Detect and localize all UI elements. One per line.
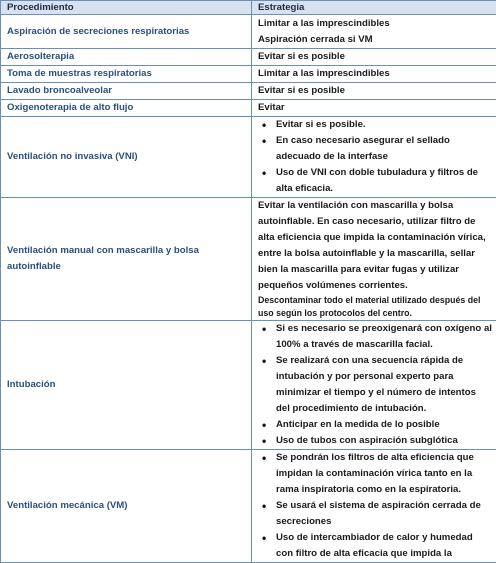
strategy-cell: Limitar a las imprescindibles — [252, 66, 496, 83]
table-row — [1, 100, 496, 117]
bullet-list — [258, 450, 496, 562]
table-row — [1, 117, 496, 198]
strategy-cell: Evitar — [252, 100, 496, 117]
strategy-line: Aspiración cerrada si VM — [258, 32, 496, 48]
procedure-cell: Ventilación no invasiva (VNI) — [1, 117, 252, 198]
table-row — [1, 198, 496, 321]
procedure-cell: Oxigenoterapia de alto flujo — [1, 100, 252, 117]
header-row — [1, 1, 496, 15]
strategy-cell — [252, 15, 496, 49]
strategy-cell — [252, 117, 496, 198]
table-row — [1, 15, 496, 49]
strategy-cell: Evitar si es posible — [252, 83, 496, 100]
strategy-paragraph: Evitar la ventilación con mascarilla y bolsa autoinflable. En caso necesario, utilizar filtro de alta eficiencia que impida la contaminación vírica, entre la bolsa autoinflable y la mascarilla, sellar bien la mascarilla para evitar fugas y utilizar pequeños volúmenes corrientes. — [258, 198, 496, 294]
list-item: • Uso de intercambiador de calor y humedad con filtro de alta eficacia que impida la — [258, 530, 492, 562]
procedure-cell: Aerosolterapia — [1, 49, 252, 66]
table-row — [1, 321, 496, 450]
bullet-list — [258, 117, 496, 197]
list-item: • Si es necesario se preoxigenará con oxígeno al 100% a través de mascarilla facial. — [258, 321, 492, 353]
table-row — [1, 83, 496, 100]
list-item: • Se usará el sistema de aspiración cerrada de secreciones — [258, 498, 492, 530]
procedure-cell: Lavado broncoalveolar — [1, 83, 252, 100]
table-row — [1, 66, 496, 83]
column-header-procedimiento: Procedimiento — [1, 1, 252, 15]
strategy-cell — [252, 198, 496, 321]
strategy-note: Descontaminar todo el material utilizado después del uso según los protocolos del centro. — [258, 294, 496, 320]
list-item: • Uso de VNI con doble tubuladura y filtros de alta eficacia. — [258, 165, 492, 197]
table-row — [1, 450, 496, 563]
procedure-cell: Ventilación manual con mascarilla y bolsa autoinflable — [1, 198, 252, 321]
column-header-estrategia: Estrategia — [252, 1, 496, 15]
strategy-cell — [252, 450, 496, 563]
strategy-line: Limitar a las imprescindibles — [258, 16, 496, 32]
list-item: • Se realizará con una secuencia rápida de intubación y por personal experto para minimizar el tiempo y el número de intentos del procedimiento de intubación. — [258, 353, 492, 417]
list-item: • En caso necesario asegurar el sellado adecuado de la interfase — [258, 133, 492, 165]
procedure-cell: Aspiración de secreciones respiratorias — [1, 15, 252, 49]
list-item: • Evitar si es posible. — [258, 117, 492, 133]
table-row — [1, 49, 496, 66]
strategy-cell — [252, 321, 496, 450]
list-item: • Anticipar en la medida de lo posible — [258, 417, 492, 433]
procedure-cell: Toma de muestras respiratorias — [1, 66, 252, 83]
strategy-cell: Evitar si es posible — [252, 49, 496, 66]
list-item: • Uso de tubos con aspiración subglótica — [258, 433, 492, 449]
procedure-cell: Ventilación mecánica (VM) — [1, 450, 252, 563]
list-item: • Se pondrán los filtros de alta eficiencia que impidan la contaminación vírica tanto en la rama inspiratoria como en la espiratoria. — [258, 450, 492, 498]
procedure-cell: Intubación — [1, 321, 252, 450]
bullet-list — [258, 321, 496, 449]
